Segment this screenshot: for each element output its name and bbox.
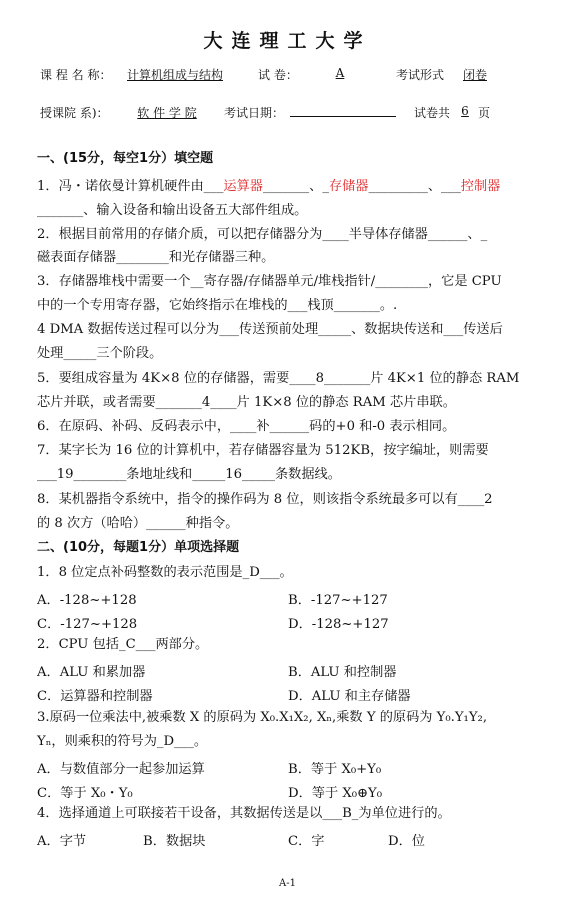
s2-q4-option-a: A．字节: [37, 834, 87, 849]
s1-q1-text-c: _________、___: [368, 179, 461, 194]
s2-q4-option-b: B．数据块: [143, 834, 206, 849]
paper-value: A: [335, 66, 345, 80]
s1-q5-line1: 5．要组成容量为 4K×8 位的存储器，需要____8_______片 4K×1 位的静态 RAM: [37, 371, 520, 386]
section2-title: 二、(10分，每题1分）单项选择题: [37, 540, 240, 555]
s1-q1-answer-2: 存储器: [328, 179, 369, 194]
pages-value: 6: [461, 104, 469, 118]
dept-label: 授课院 系)：: [40, 106, 109, 120]
s2-q2-option-d: D．ALU 和主存储器: [288, 689, 411, 704]
s1-q8-line2: 的 8 次方（哈哈）______种指令。: [37, 516, 239, 531]
s2-q1-option-d: D．-128~+127: [288, 617, 389, 632]
s2-q4-stem: 4．选择通道上可联接若干设备，其数据传送是以___B_为单位进行的。: [37, 806, 451, 821]
s1-q4-line2: 处理_____三个阶段。: [37, 346, 163, 361]
s1-q3-line2: 中的一个专用寄存器，它始终指示在堆栈的___栈顶_______。.: [37, 298, 398, 313]
s2-q1-option-b: B．-127~+127: [288, 593, 388, 608]
s1-q3-line1: 3．存储器堆栈中需要一个__寄存器/存储器单元/堆栈指针/________，它是 CPU: [37, 274, 502, 289]
s2-q3-stem-line2: Yₙ，则乘积的符号为_D___。: [37, 734, 208, 749]
s1-q4-line1: 4 DMA 数据传送过程可以分为___传送预前处理_____、数据块传送和___传送后: [37, 322, 503, 337]
s2-q4-option-c: C．字: [288, 834, 325, 849]
s1-q6-line1: 6．在原码、补码、反码表示中，____补______码的+0 和-0 表示相同。: [37, 419, 456, 434]
s1-q7-line1: 7．某字长为 16 位的计算机中，若存储器容量为 512KB，按字编址，则需要: [37, 443, 489, 458]
s2-q3-option-a: A．与数值部分一起参加运算: [37, 762, 205, 777]
s2-q4-option-d: D．位: [388, 834, 425, 849]
s2-q2-option-c: C．运算器和控制器: [37, 689, 153, 704]
dept-value: 软 件 学 院: [137, 106, 197, 120]
section1-title: 一、(15分，每空1分）填空题: [37, 151, 214, 166]
course-label: 课 程 名 称：: [40, 68, 112, 82]
s2-q3-option-c: C．等于 X₀・Y₀: [37, 786, 133, 801]
course-value: 计算机组成与结构: [127, 68, 224, 82]
university-title: 大连理工大学: [203, 30, 372, 52]
s1-q1-answer-1: 运算器: [223, 179, 263, 194]
s1-q7-line2: ___19________条地址线和_____16_____条数据线。: [37, 467, 341, 482]
s1-q2-line2: 磁表面存储器________和光存储器三种。: [37, 250, 275, 265]
page-number: A-1: [279, 878, 296, 889]
s1-q2-line1: 2．根据目前常用的存储介质，可以把存储器分为____半导体存储器______、_: [37, 227, 488, 242]
s1-q5-line2: 芯片并联，或者需要_______4____片 1K×8 位的静态 RAM 芯片串联。: [37, 395, 456, 410]
s1-q1-line2: _______、输入设备和输出设备五大部件组成。: [37, 203, 308, 218]
s2-q3-option-b: B．等于 X₀+Y₀: [288, 762, 382, 777]
paper-label: 试 卷：: [258, 68, 298, 82]
s2-q1-option-a: A．-128~+128: [37, 593, 137, 608]
s2-q3-stem-line1: 3.原码一位乘法中,被乘数 X 的原码为 X₀.X₁X₂, Xₙ,乘数 Y 的原码为 Y₀.Y₁Y₂,: [37, 710, 488, 725]
pages-unit: 页: [478, 106, 491, 120]
exam-form-label: 考试形式: [396, 68, 445, 82]
s2-q1-option-c: C．-127~+128: [37, 617, 138, 632]
date-blank: [290, 104, 396, 117]
s2-q2-option-b: B．ALU 和控制器: [288, 665, 397, 680]
s1-q1-text-b: _______、_: [262, 179, 329, 194]
s2-q2-option-a: A．ALU 和累加器: [37, 665, 146, 680]
s1-q1-line1: [37, 179, 547, 195]
s1-q8-line1: 8．某机器指令系统中，指令的操作码为 8 位，则该指令系统最多可以有____2: [37, 492, 493, 507]
s2-q3-option-d: D．等于 X₀⊕Y₀: [288, 786, 383, 801]
s2-q2-stem: 2．CPU 包括_C___两部分。: [37, 637, 209, 652]
pages-label: 试卷共: [414, 106, 451, 120]
exam-form-value: 闭卷: [462, 68, 487, 82]
s2-q1-stem: 1．8 位定点补码整数的表示范围是_D___。: [37, 565, 293, 580]
date-label: 考试日期：: [224, 106, 285, 120]
s1-q1-text-a: 1．冯・诺依曼计算机硬件由___: [37, 179, 224, 194]
s1-q1-answer-3: 控制器: [460, 179, 501, 194]
